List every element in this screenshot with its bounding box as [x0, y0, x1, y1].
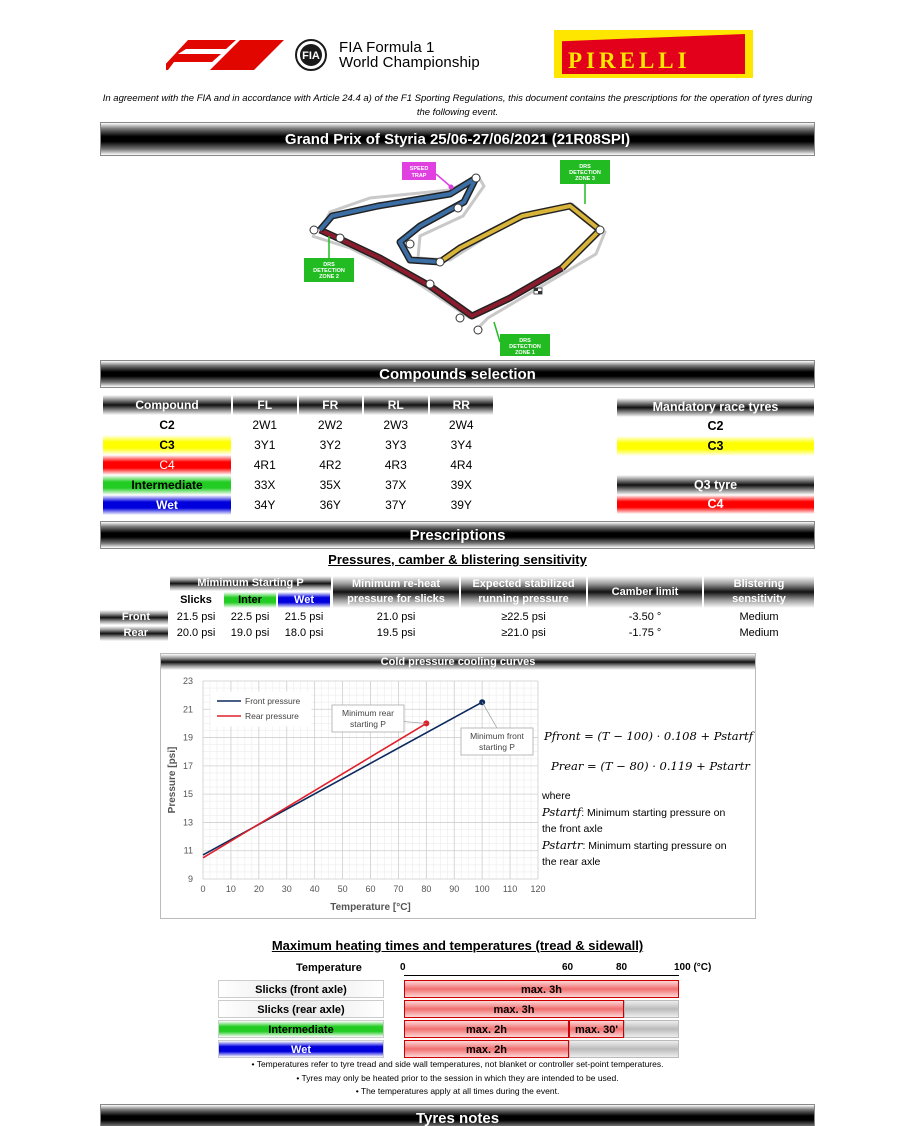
- y-axis-label: Pressure [psi]: [167, 746, 178, 814]
- heating-note-1: • Temperatures refer to tyre tread and side wall temperatures, not blanket or controller set-point temperatures.: [251, 1059, 664, 1069]
- stabilized-header: [461, 576, 586, 608]
- row-label-rear: Rear: [100, 626, 168, 641]
- temperature-label: Temperature: [296, 962, 362, 974]
- table-cell: 34Y: [254, 498, 276, 512]
- table-cell: 37X: [385, 478, 407, 492]
- table-cell: 2W4: [448, 418, 474, 432]
- y-tick-label: 19: [182, 732, 193, 743]
- legend-label: Rear pressure: [245, 711, 299, 721]
- stabilized-header-line1: Expected stabilized: [472, 578, 575, 590]
- q3-tyre: C4: [617, 495, 814, 514]
- table-cell: 35X: [319, 478, 341, 492]
- x-tick-label: 70: [393, 884, 404, 894]
- table-cell: 21.0 psi: [376, 611, 416, 623]
- table-cell: 21.5 psi: [176, 611, 216, 623]
- table-cell: 2W1: [252, 418, 278, 432]
- table-cell: 3Y1: [254, 438, 276, 452]
- mandatory-tyre-a: C2: [617, 417, 814, 436]
- reheat-header-line2: pressure for slicks: [347, 593, 445, 605]
- annotation-label: starting P: [350, 719, 386, 729]
- fia-line1: FIA Formula 1: [339, 39, 435, 56]
- fia-title: [339, 40, 480, 70]
- y-tick-label: 11: [183, 845, 193, 856]
- prescriptions-table: [100, 576, 815, 642]
- table-cell: 3Y4: [450, 438, 472, 452]
- heat-seg-inter-2: max. 30': [569, 1020, 624, 1038]
- reheat-header: [333, 576, 459, 608]
- x-tick-label: 10: [225, 884, 236, 894]
- mandatory-title: Mandatory race tyres: [617, 398, 814, 417]
- y-tick-label: 17: [182, 760, 193, 771]
- compound-name: Intermediate: [103, 475, 231, 495]
- table-row: [103, 475, 493, 495]
- drs3-line1: DRS: [579, 164, 591, 170]
- heat-label-intermediate: Intermediate: [218, 1020, 384, 1038]
- heat-seg-slicks-front: max. 3h: [404, 980, 679, 998]
- table-cell: 39X: [450, 478, 472, 492]
- pressures-subtitle: Pressures, camber & blistering sensitivity: [328, 552, 587, 567]
- scale-0: 0: [400, 962, 406, 973]
- camber-header: Camber limit: [588, 576, 702, 608]
- def1-text2: the front axle: [542, 823, 603, 835]
- y-tick-label: 13: [182, 817, 193, 828]
- heating-note-3: • The temperatures apply at all times during the event.: [355, 1086, 560, 1096]
- x-tick-label: 110: [502, 884, 518, 894]
- x-tick-label: 30: [281, 884, 292, 894]
- table-row: [103, 495, 493, 515]
- x-tick-label: 120: [530, 884, 546, 894]
- heat-label-slicks-rear: Slicks (rear axle): [218, 1000, 384, 1018]
- compound-name: C4: [103, 455, 231, 475]
- drs1-line1: DRS: [519, 338, 531, 344]
- svg-text:FIA: FIA: [302, 50, 320, 62]
- tyres-notes-bar: Tyres notes: [100, 1104, 815, 1126]
- q3-title: Q3 tyre: [617, 475, 814, 495]
- scale-axis: [404, 975, 679, 976]
- compound-name: Wet: [103, 495, 231, 515]
- annotation-leader: [482, 702, 497, 728]
- drs3-line2: DETECTION: [569, 170, 601, 176]
- blister-header: [704, 576, 814, 608]
- table-cell: 20.0 psi: [176, 627, 216, 639]
- x-tick-label: 0: [200, 884, 206, 894]
- compounds-header-fl: FL: [233, 395, 297, 415]
- table-row: [103, 415, 493, 435]
- def2-text2: the rear axle: [542, 856, 601, 868]
- scale-100: 100 (°C): [674, 962, 712, 973]
- table-cell: 37Y: [385, 498, 407, 512]
- table-cell: ≥21.0 psi: [501, 627, 546, 639]
- table-cell: Medium: [739, 611, 779, 623]
- y-tick-label: 21: [182, 704, 193, 715]
- pirelli-logo: [554, 30, 753, 78]
- heat-seg-slicks-rear: max. 3h: [404, 1000, 624, 1018]
- table-cell: 3Y2: [319, 438, 341, 452]
- compounds-header-compound: Compound: [103, 395, 231, 415]
- x-axis-label: Temperature [°C]: [330, 902, 411, 913]
- drs2-line3: ZONE 2: [319, 274, 339, 280]
- compounds-bar: Compounds selection: [100, 360, 815, 388]
- def1-var: Pstartf: [542, 805, 582, 819]
- heat-seg-inter-rest: [624, 1020, 679, 1038]
- prescriptions-bar: Prescriptions: [100, 521, 815, 549]
- table-cell: Medium: [739, 627, 779, 639]
- table-cell: 22.5 psi: [230, 611, 270, 623]
- drs1-line3: ZONE 1: [515, 350, 535, 356]
- compound-name: C2: [103, 415, 231, 435]
- table-cell: -1.75 °: [628, 627, 662, 639]
- scale-60: 60: [562, 962, 574, 973]
- table-cell: 36Y: [319, 498, 341, 512]
- legend-label: Front pressure: [245, 696, 301, 706]
- annotation-label: starting P: [479, 742, 515, 752]
- x-tick-label: 50: [337, 884, 348, 894]
- drs2-line1: DRS: [323, 262, 335, 268]
- table-cell: 4R3: [384, 458, 407, 472]
- y-tick-label: 15: [182, 789, 193, 800]
- drs2-line2: DETECTION: [313, 268, 345, 274]
- inter-header: Inter: [224, 592, 276, 608]
- f1-logo: [166, 40, 284, 70]
- compound-name: C3: [103, 435, 231, 455]
- annotation-label: Minimum front: [470, 731, 524, 741]
- def1-text: : Minimum starting pressure on: [581, 807, 726, 819]
- heat-label-wet: Wet: [218, 1040, 384, 1058]
- x-tick-label: 40: [309, 884, 320, 894]
- heat-seg-inter-1: max. 2h: [404, 1020, 569, 1038]
- fia-emblem-icon: [285, 38, 337, 72]
- table-cell: 2W3: [383, 418, 409, 432]
- stabilized-header-line2: running pressure: [478, 593, 569, 605]
- blister-header-line2: sensitivity: [732, 593, 786, 605]
- compounds-header-rr: RR: [430, 395, 494, 415]
- table-row: [103, 455, 493, 475]
- table-cell: 2W2: [317, 418, 343, 432]
- wet-header: Wet: [278, 592, 330, 608]
- def2-text: : Minimum starting pressure on: [582, 840, 727, 852]
- track-map: [300, 158, 620, 358]
- formula-definitions: [542, 788, 752, 870]
- fia-line2: World Championship: [339, 54, 480, 71]
- table-cell: 19.0 psi: [230, 627, 270, 639]
- compounds-header-fr: FR: [299, 395, 363, 415]
- x-tick-label: 90: [449, 884, 460, 894]
- table-cell: 4R4: [450, 458, 473, 472]
- blister-header-line1: Blistering: [733, 578, 785, 590]
- table-cell: 39Y: [450, 498, 472, 512]
- def2-var: Pstartr: [542, 838, 583, 852]
- y-tick-label: 23: [182, 676, 193, 686]
- annotation-label: Minimum rear: [342, 708, 394, 718]
- table-cell: 33X: [254, 478, 276, 492]
- heating-note-2: • Tyres may only be heated prior to the session in which they are intended to be used.: [296, 1073, 619, 1083]
- heat-seg-wet: max. 2h: [404, 1040, 569, 1058]
- where-text: where: [542, 790, 571, 802]
- table-cell: 21.5 psi: [284, 611, 324, 623]
- table-row: [103, 435, 493, 455]
- event-title-bar: Grand Prix of Styria 25/06-27/06/2021 (21R08SPI): [100, 122, 815, 156]
- min-start-header: Mimimum Starting P: [170, 576, 331, 591]
- x-tick-label: 80: [421, 884, 432, 894]
- x-tick-label: 20: [253, 884, 264, 894]
- heat-seg-wet-rest: [569, 1040, 679, 1058]
- heat-seg-slicks-rear-rest: [624, 1000, 679, 1018]
- reheat-header-line1: Minimum re-heat: [351, 578, 440, 590]
- x-tick-label: 100: [474, 884, 490, 894]
- x-tick-label: 60: [365, 884, 376, 894]
- table-cell: 19.5 psi: [376, 627, 416, 639]
- table-cell: ≥22.5 psi: [501, 611, 546, 623]
- drs3-line3: ZONE 3: [575, 176, 595, 182]
- slicks-header: Slicks: [180, 594, 212, 606]
- scale-80: 80: [616, 962, 628, 973]
- y-tick-label: 9: [187, 874, 193, 884]
- chart-title: Cold pressure cooling curves: [161, 654, 755, 670]
- heating-title: Maximum heating times and temperatures (tread & sidewall): [271, 938, 644, 953]
- speed-trap-line2: TRAP: [411, 173, 427, 179]
- table-cell: 18.0 psi: [284, 627, 324, 639]
- mandatory-tyre-b: C3: [617, 436, 814, 456]
- formula-rear: Prear = (T − 80) · 0.119 + Pstartr: [551, 759, 750, 773]
- table-cell: -3.50 °: [628, 611, 662, 623]
- intro-text: In agreement with the FIA and in accordance with Article 24.4 a) of the F1 Sporting Regulations, this document contains the prescriptions for the operation of tyres during the following event.: [102, 93, 813, 118]
- row-label-front: Front: [100, 610, 168, 625]
- heat-label-slicks-front: Slicks (front axle): [218, 980, 384, 998]
- formula-front: Pfront = (T − 100) · 0.108 + Pstartf: [544, 729, 753, 743]
- drs1-line2: DETECTION: [509, 344, 541, 350]
- table-cell: 3Y3: [385, 438, 407, 452]
- table-cell: 4R2: [319, 458, 342, 472]
- compounds-table: [101, 395, 495, 515]
- pirelli-word: PIRELLI: [568, 48, 691, 73]
- speed-trap-line1: SPEED: [409, 166, 429, 172]
- compounds-header-rl: RL: [364, 395, 428, 415]
- table-cell: 4R1: [253, 458, 276, 472]
